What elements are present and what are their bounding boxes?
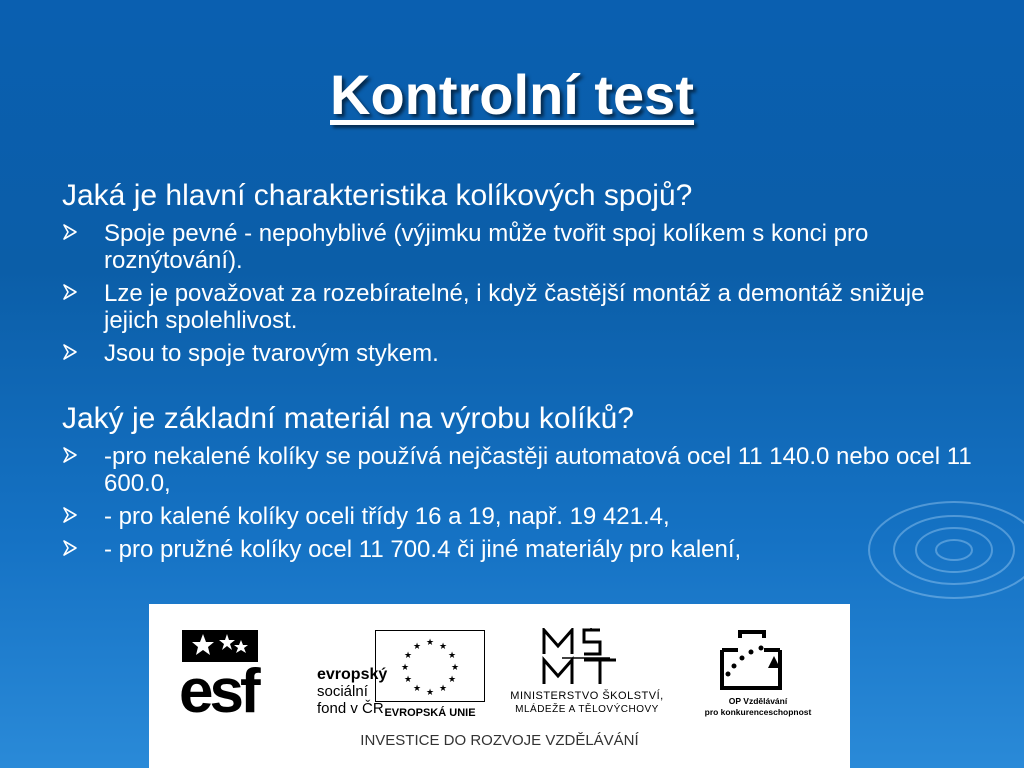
svg-text:★: ★ [438, 684, 448, 694]
svg-text:★: ★ [403, 675, 413, 685]
bullet-text: Lze je považovat za rozebíratelné, i když častější montáž a demontáž snižuje jejich spolehlivost. [104, 280, 925, 334]
slide-title: Kontrolní test [330, 63, 694, 126]
svg-text:★: ★ [447, 651, 457, 661]
eu-label: EVROPSKÁ UNIE [384, 707, 476, 719]
question-2: Jaký je základní materiál na výrobu kolíků? [62, 402, 634, 435]
list-item [62, 220, 982, 274]
svg-text:★: ★ [400, 663, 410, 673]
arrow-bullet-icon [62, 446, 78, 464]
arrow-bullet-icon [62, 223, 78, 241]
esf-line3: fond v ČR [317, 700, 384, 717]
svg-text:★: ★ [447, 675, 457, 685]
svg-text:★: ★ [425, 638, 435, 648]
op-logo [703, 630, 813, 730]
msmt-mark-icon [540, 628, 632, 686]
esf-logo [179, 630, 388, 720]
bullet-text: -pro nekalené kolíky se používá nejčastěji automatová ocel 11 140.0 nebo ocel 11 600.0, [104, 443, 972, 497]
bullet-text: Jsou to spoje tvarovým stykem. [104, 340, 439, 367]
question-1: Jaká je hlavní charakteristika kolíkových spojů? [62, 179, 693, 212]
eu-flag-icon [375, 630, 485, 702]
list-item [62, 503, 982, 530]
bullet-text: Spoje pevné - nepohyblivé (výjimku může tvořit spoj kolíkem s konci pro roznýtování). [104, 220, 869, 274]
investice-text: INVESTICE DO ROZVOJE VZDĚLÁVÁNÍ [360, 732, 639, 749]
svg-text:★: ★ [438, 642, 448, 652]
list-item [62, 280, 982, 334]
eu-logo [375, 630, 485, 718]
arrow-bullet-icon [62, 283, 78, 301]
bullet-text: - pro kalené kolíky oceli třídy 16 a 19, např. 19 421.4, [104, 503, 670, 530]
msmt-line2: MLÁDEŽE A TĚLOVÝCHOVY [515, 704, 659, 715]
bullet-list-1 [62, 220, 982, 367]
esf-line1: evropský [317, 666, 388, 683]
svg-text:★: ★ [412, 684, 422, 694]
arrow-bullet-icon [62, 539, 78, 557]
list-item [62, 340, 982, 367]
list-item [62, 536, 982, 563]
arrow-bullet-icon [62, 343, 78, 361]
msmt-logo [492, 628, 682, 728]
svg-text:★: ★ [412, 642, 422, 652]
list-item [62, 443, 982, 497]
logo-band [149, 604, 850, 768]
op-mark-icon [718, 630, 788, 692]
bullet-list-2 [62, 443, 982, 563]
msmt-line1: MINISTERSTVO ŠKOLSTVÍ, [510, 690, 664, 702]
svg-text:★: ★ [425, 688, 435, 698]
msmt-text [492, 690, 682, 716]
slide-content [62, 178, 982, 569]
esf-line2: sociální [317, 683, 368, 700]
bullet-text: - pro pružné kolíky ocel 11 700.4 či jiné materiály pro kalení, [104, 536, 742, 563]
svg-text:★: ★ [450, 663, 460, 673]
svg-text:esf: esf [179, 657, 257, 720]
svg-text:★: ★ [403, 651, 413, 661]
arrow-bullet-icon [62, 506, 78, 524]
op-line1: OP Vzdělávání [728, 696, 788, 706]
op-line2: pro konkurenceschopnost [704, 707, 812, 717]
op-text [703, 696, 813, 718]
